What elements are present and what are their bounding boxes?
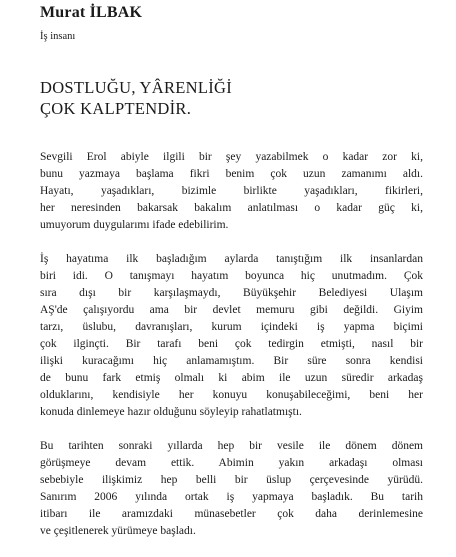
paragraph-line: ve çeşitlenerek yürümeye başladı. [40, 525, 196, 537]
paragraph-line: Sanırım 2006 yılında ortak iş yapmaya başladık. Bu tarih [40, 491, 423, 503]
paragraph-line: de bunu fark etmiş olmalı ki abim ile uzun süredir arkadaş [40, 372, 423, 384]
paragraph-line: umuyorum duygularımı ifade edebilirim. [40, 219, 229, 231]
paragraph-line: tarzı, üslubu, davranışları, kurum içindeki iş yapma biçimi [40, 321, 423, 333]
paragraph-line: ilişki kuracağımı hiç anlamamıştım. Bir süre sonra kendisi [40, 355, 423, 367]
paragraph-line: sebebiyle ilişkimiz hep belli bir üslup çerçevesinde yürüdü. [40, 474, 423, 486]
article-title-line: ÇOK KALPTENDİR. [40, 99, 192, 118]
paragraph-2 [40, 251, 423, 421]
article-body [40, 149, 423, 557]
paragraph-line: sıra dışı bir karşılaşmaydı, Büyükşehir Belediyesi Ulaşım [40, 287, 423, 299]
paragraph-3 [40, 438, 423, 540]
article-title-line: DOSTLUĞU, YÂRENLİĞİ [40, 78, 233, 97]
paragraph-line: çok ilginçti. Bir tarafı beni çok tedirgin etmişti, nasıl bir [40, 338, 423, 350]
paragraph-line: AŞ'de çalışıyordu ama bir devlet memuru gibi değildi. Giyim [40, 304, 423, 316]
article-title [40, 77, 232, 119]
paragraph-line: konuda dinlemeye hazır olduğunu söyleyip rahatlatmıştı. [40, 406, 302, 418]
paragraph-line: her neresinden bakarsak bakalım anlatılması o kadar güç ki, [40, 202, 423, 214]
paragraph-line: olduklarını, kendisiyle her konuyu konuşabileceğimi, beni her [40, 389, 423, 401]
author-role: İş insanı [40, 31, 76, 42]
paragraph-line: bunu yazmaya başlama fikri benim çok uzun zamanımı aldı. [40, 168, 423, 180]
paragraph-line: Hayatı, yaşadıkları, bizimle birlikte yaşadıkları, fikirleri, [40, 185, 423, 197]
paragraph-line: görüşmeye devam ettik. Abimin yakın arkadaşı olması [40, 457, 423, 469]
paragraph-line: Bu tarihten sonraki yıllarda hep bir vesile ile dönem dönem [40, 440, 423, 452]
paragraph-line: Sevgili Erol abiyle ilgili bir şey yazabilmek o kadar zor ki, [40, 151, 423, 163]
paragraph-1 [40, 149, 423, 234]
paragraph-line: itibarı ile aramızdaki münasebetler çok daha derinlemesine [40, 508, 423, 520]
author-name: Murat İLBAK [40, 4, 143, 21]
paragraph-line: biri idi. O tanışmayı hayatım boyunca hiç unutmadım. Çok [40, 270, 423, 282]
paragraph-line: İş hayatıma ilk başladığım aylarda tanıştığım ilk insanlardan [40, 253, 423, 265]
